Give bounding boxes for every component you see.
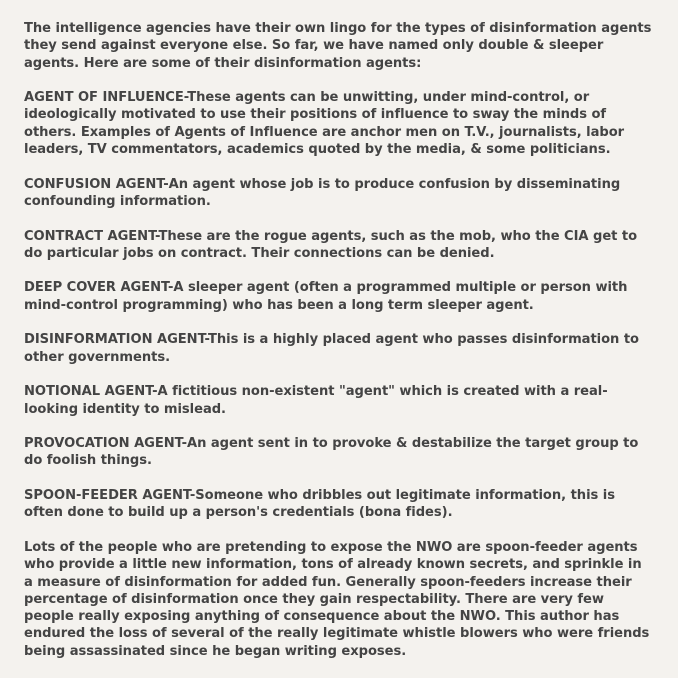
definition-notional-agent: NOTIONAL AGENT-A fictitious non-existent "agent" which is created with a real-looking identity to mislead. <box>24 384 608 417</box>
definition-disinformation-agent: DISINFORMATION AGENT-This is a highly placed agent who passes disinformation to other governments. <box>24 332 639 365</box>
definition-spoon-feeder-agent: SPOON-FEEDER AGENT-Someone who dribbles out legitimate information, this is often done to build up a person's credentials (bona fides). <box>24 488 615 521</box>
definition-agent-of-influence: AGENT OF INFLUENCE-These agents can be unwitting, under mind-control, or ideologically motivated to use their positions of influence to sway the minds of others. Examples of Agents of Influence are anchor men on T.V., journalists, labor leaders, TV commentators, academics quoted by the media, & some politicians. <box>24 90 625 158</box>
conclusion-paragraph: Lots of the people who are pretending to expose the NWO are spoon-feeder agents who provide a little new information, tons of already known secrets, and sprinkle in a measure of disinformation for added fun. Generally spoon-feeders increase their percentage of disinformation once they gain respectability. There are very few people really exposing anything of consequence about the NWO. This author has endured the loss of several of the really legitimate whistle blowers who were friends being assassinated since he began writing exposes. <box>24 539 650 659</box>
intro-paragraph: The intelligence agencies have their own lingo for the types of disinformation agents they send against everyone else. So far, we have named only double & sleeper agents. Here are some of their disinformation agents: <box>24 21 652 71</box>
definition-deep-cover-agent: DEEP COVER AGENT-A sleeper agent (often a programmed multiple or person with mind-control programming) who has been a long term sleeper agent. <box>24 280 628 313</box>
definition-confusion-agent: CONFUSION AGENT-An agent whose job is to produce confusion by disseminating confounding information. <box>24 176 621 209</box>
definition-provocation-agent: PROVOCATION AGENT-An agent sent in to provoke & destabilize the target group to do foolish things. <box>24 436 639 469</box>
definition-contract-agent: CONTRACT AGENT-These are the rogue agents, such as the mob, who the CIA get to do particular jobs on contract. Their connections can be denied. <box>24 228 638 261</box>
